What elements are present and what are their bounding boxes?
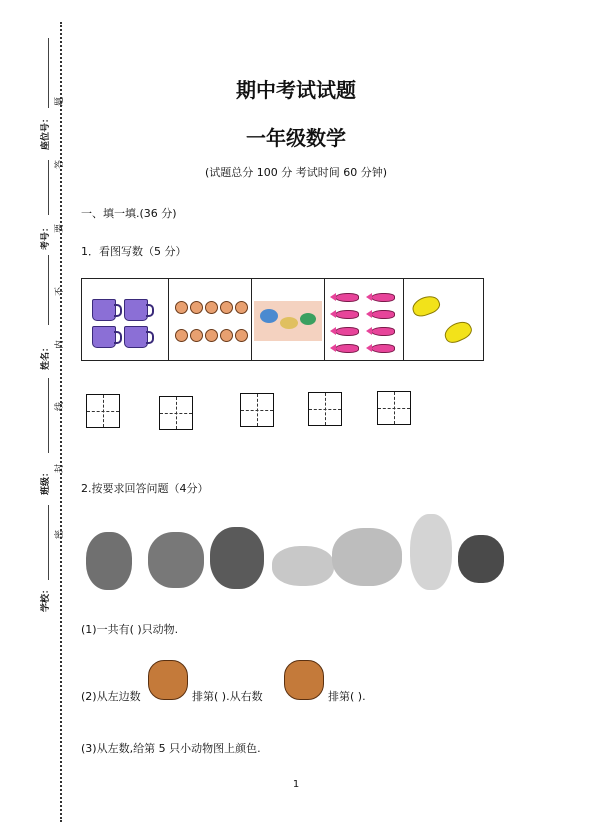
fish-icon	[371, 327, 395, 336]
cup-icon	[92, 326, 116, 348]
subquestion-1: (1)一共有( )只动物.	[81, 623, 179, 636]
snail-icon	[235, 329, 248, 342]
duck-icon	[300, 313, 316, 325]
class-blank	[48, 378, 49, 453]
snail-icon	[205, 329, 218, 342]
answer-box-4[interactable]	[308, 392, 342, 426]
answer-box-5[interactable]	[377, 391, 411, 425]
sheep-icon	[272, 546, 334, 586]
name-label: 姓名：	[41, 342, 51, 370]
name-blank	[48, 255, 49, 325]
seal-char: 密	[55, 529, 66, 540]
fish-icon	[371, 293, 395, 302]
cow-icon	[210, 527, 264, 589]
seal-char: 不	[55, 286, 66, 297]
question1-text: 1．看图写数（5 分）	[81, 245, 187, 258]
bird-icon	[442, 318, 475, 346]
duck-icon	[280, 317, 298, 329]
fish-icon	[335, 310, 359, 319]
answer-box-1[interactable]	[86, 394, 120, 428]
page-number: 1	[292, 779, 300, 790]
fish-picture	[325, 279, 404, 360]
bear-icon	[86, 532, 132, 590]
dog-icon	[458, 535, 504, 583]
small-cow-icon	[148, 660, 188, 700]
snail-icon	[235, 301, 248, 314]
seal-char: 要	[55, 223, 66, 234]
snail-icon	[205, 301, 218, 314]
birds-picture	[404, 279, 483, 360]
duck-icon	[260, 309, 278, 323]
cup-icon	[124, 299, 148, 321]
seal-char: 答	[55, 159, 66, 170]
page-title: 期中考试试题	[236, 78, 356, 102]
picture-table	[81, 278, 484, 361]
snails-picture	[169, 279, 252, 360]
snail-icon	[190, 301, 203, 314]
seal-char: 线	[55, 401, 66, 412]
school-blank	[48, 505, 49, 580]
answer-box-2[interactable]	[159, 396, 193, 430]
snail-icon	[175, 301, 188, 314]
fish-icon	[335, 327, 359, 336]
snail-icon	[220, 329, 233, 342]
rabbit-icon	[410, 514, 452, 590]
school-label: 学校：	[41, 584, 51, 612]
fish-icon	[335, 344, 359, 353]
cups-picture	[82, 279, 169, 360]
seal-char: 题	[55, 96, 66, 107]
seat-number-label: 座位号：	[41, 113, 51, 150]
pig-icon	[332, 528, 402, 586]
cup-icon	[92, 299, 116, 321]
seal-char: 封	[55, 463, 66, 474]
answer-box-3[interactable]	[240, 393, 274, 427]
small-cow-icon	[284, 660, 324, 700]
section1-heading: 一、填一填.(36 分)	[81, 207, 177, 220]
snail-icon	[190, 329, 203, 342]
exam-number-label: 考号：	[41, 222, 51, 250]
ducks-picture	[252, 279, 325, 360]
cup-icon	[124, 326, 148, 348]
page-subtitle: 一年级数学	[246, 126, 346, 150]
bird-icon	[410, 293, 442, 319]
exam-note: (试题总分 100 分 考试时间 60 分钟)	[204, 166, 388, 179]
subquestion-3: (3)从左数,给第 5 只小动物图上颜色.	[81, 742, 261, 755]
snail-icon	[175, 329, 188, 342]
fish-icon	[335, 293, 359, 302]
seal-char: 内	[55, 339, 66, 350]
question2-text: 2.按要求回答问题（4分）	[81, 482, 209, 495]
class-label: 班级：	[41, 467, 51, 495]
subquestion-2-part-b: 排第( ).从右数	[192, 690, 263, 703]
horse-icon	[148, 532, 204, 588]
subquestion-2-part-a: (2)从左边数	[81, 690, 141, 703]
subquestion-2-part-c: 排第( ).	[328, 690, 366, 703]
fish-icon	[371, 310, 395, 319]
snail-icon	[220, 301, 233, 314]
fish-icon	[371, 344, 395, 353]
